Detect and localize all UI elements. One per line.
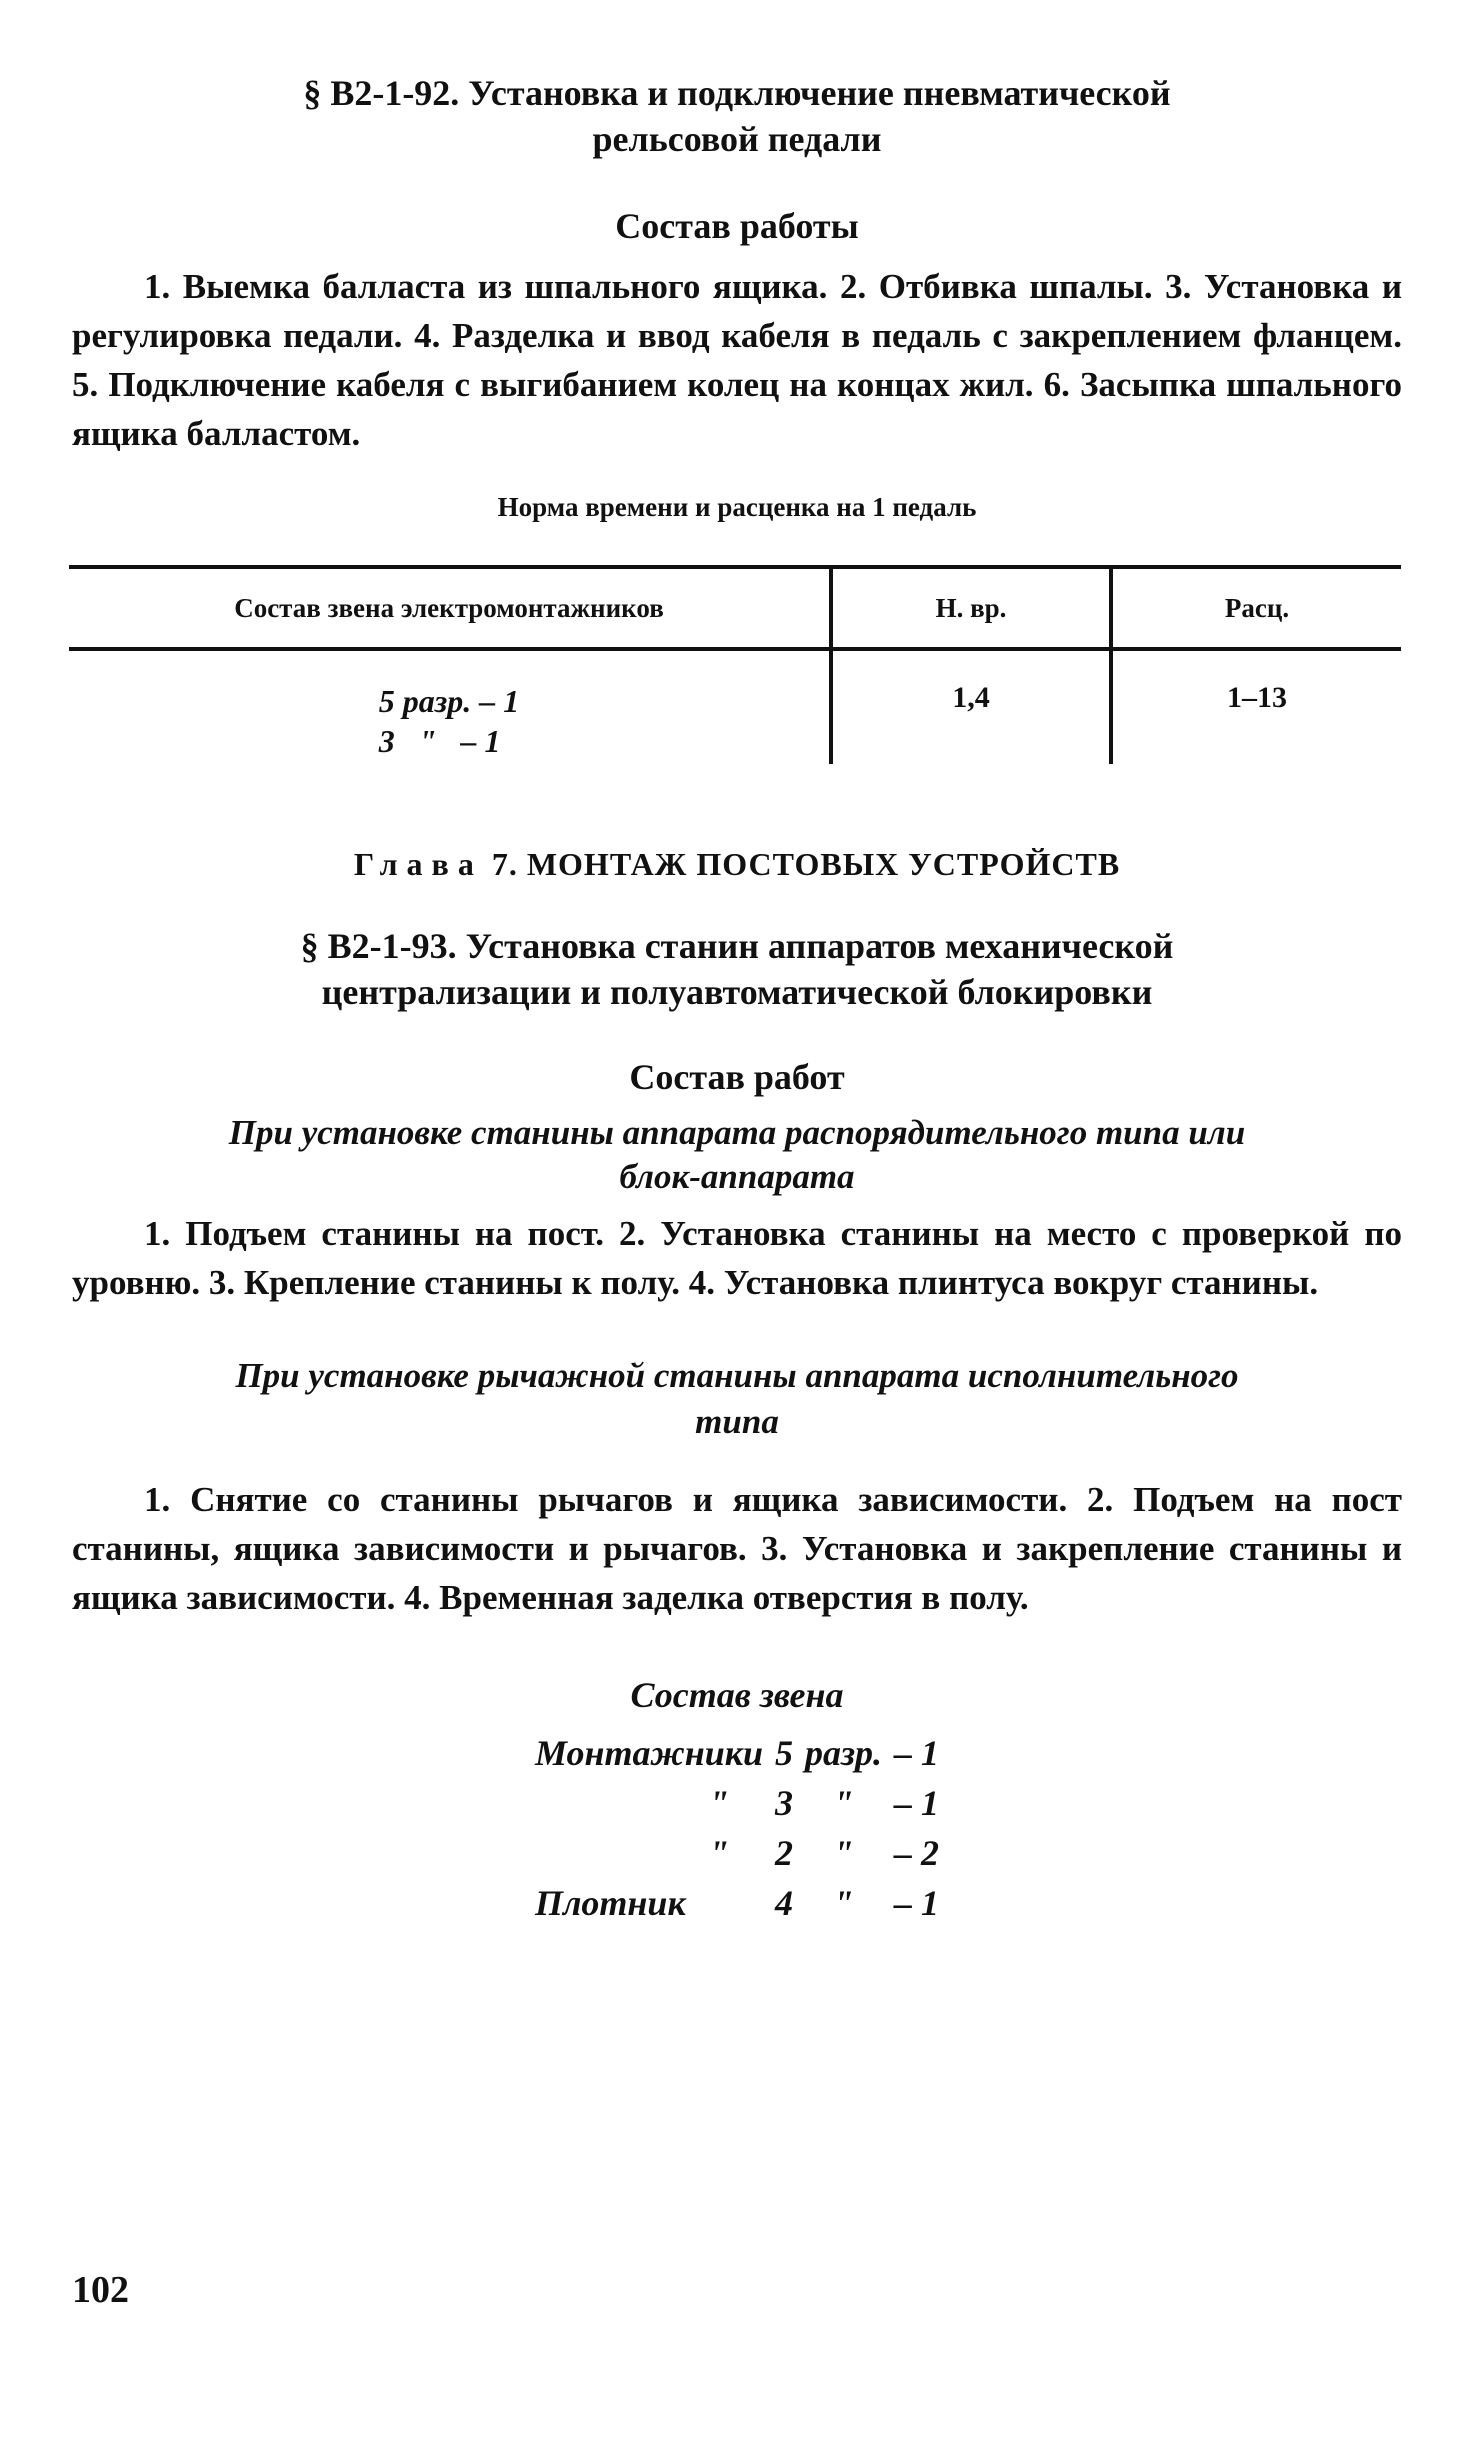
document-page <box>72 70 1402 1928</box>
chapter-word: Глава <box>353 846 483 882</box>
norm-table-caption: Норма времени и расценка на 1 педаль <box>497 492 977 522</box>
norm-table-header-crew: Состав звена электромонтажников <box>69 567 831 649</box>
crew-lines <box>379 681 519 761</box>
norm-table-crew-cell <box>69 649 831 764</box>
section-92-work-text: 1. Выемка балласта из шпального ящика. 2. Отбивка шпалы. 3. Установка и регулировка педали. 4. Разделка и ввод кабеля в педаль с закреплением фланцем. 5. Подключение кабеля с выгибанием колец на концах жил. 6. Засыпка шпального ящика балластом. <box>72 267 1402 453</box>
norm-table-header-rate: Расц. <box>1111 567 1401 649</box>
norm-table <box>69 565 1401 764</box>
section-93-title <box>72 923 1402 1015</box>
crew-grade: 2 <box>775 1833 793 1873</box>
section-92-title <box>72 70 1402 162</box>
crew-heading: Состав звена <box>630 1675 844 1715</box>
crew-row <box>529 1878 945 1928</box>
crew-count: – 2 <box>894 1833 940 1873</box>
norm-table-header-row <box>69 567 1401 649</box>
crew-role: " <box>709 1783 729 1823</box>
section-92-title-line2: рельсовой педали <box>592 119 882 159</box>
crew-grade: 5 <box>775 1733 793 1773</box>
chapter-text: 7. МОНТАЖ ПОСТОВЫХ УСТРОЙСТВ <box>491 846 1121 882</box>
section-93-title-line1: § В2-1-93. Установка станин аппаратов механической <box>300 926 1174 966</box>
subheading-1-line1: При установке станины аппарата распорядительного типа или <box>228 1113 1246 1152</box>
norm-table-header-time: Н. вр. <box>831 567 1111 649</box>
crew-unit: " <box>833 1833 854 1873</box>
chapter-title <box>72 846 1402 883</box>
crew-line: 5 разр. – 1 <box>378 683 520 719</box>
page-number: 102 <box>72 2269 129 2311</box>
crew-table <box>529 1728 945 1928</box>
crew-row <box>529 1728 945 1778</box>
crew-count: – 1 <box>894 1733 940 1773</box>
crew-row <box>529 1828 945 1878</box>
crew-unit: " <box>833 1883 854 1923</box>
subsection-1-text: 1. Подъем станины на пост. 2. Установка станины на место с проверкой по уровню. 3. Крепление станины к полу. 4. Установка плинтуса вокруг станины. <box>72 1214 1402 1302</box>
crew-grade: 4 <box>775 1883 793 1923</box>
subheading-2-line1: При установке рычажной станины аппарата исполнительного <box>235 1356 1239 1395</box>
subheading-2 <box>72 1353 1402 1445</box>
crew-unit: " <box>833 1783 854 1823</box>
crew-count: – 1 <box>894 1783 940 1823</box>
section-92-title-line1: § В2-1-92. Установка и подключение пневматической <box>303 73 1171 113</box>
subheading-2-line2: типа <box>695 1402 779 1441</box>
section-93-title-line2: централизации и полуавтоматической блокировки <box>321 972 1153 1012</box>
section-93-work-heading: Состав работ <box>629 1057 845 1097</box>
section-92-work-heading: Состав работы <box>615 206 859 246</box>
crew-role: Монтажники <box>534 1733 763 1773</box>
crew-count: – 1 <box>894 1883 940 1923</box>
crew-role: Плотник <box>534 1883 686 1923</box>
table-row <box>69 649 1401 764</box>
crew-unit: разр. <box>805 1733 883 1773</box>
norm-table-time-cell: 1,4 <box>831 649 1111 764</box>
norm-table-rate-cell: 1–13 <box>1111 649 1401 764</box>
crew-role: " <box>709 1833 729 1873</box>
subheading-1-line2: блок-аппарата <box>619 1157 855 1196</box>
crew-line: 3 " – 1 <box>378 723 501 759</box>
subheading-1 <box>72 1111 1402 1199</box>
subsection-2-text: 1. Снятие со станины рычагов и ящика зависимости. 2. Подъем на пост станины, ящика зависимости и рычагов. 3. Установка и закрепление станины и ящика зависимости. 4. Временная заделка отверстия в полу. <box>72 1480 1402 1617</box>
crew-grade: 3 <box>775 1783 793 1823</box>
crew-row <box>529 1778 945 1828</box>
